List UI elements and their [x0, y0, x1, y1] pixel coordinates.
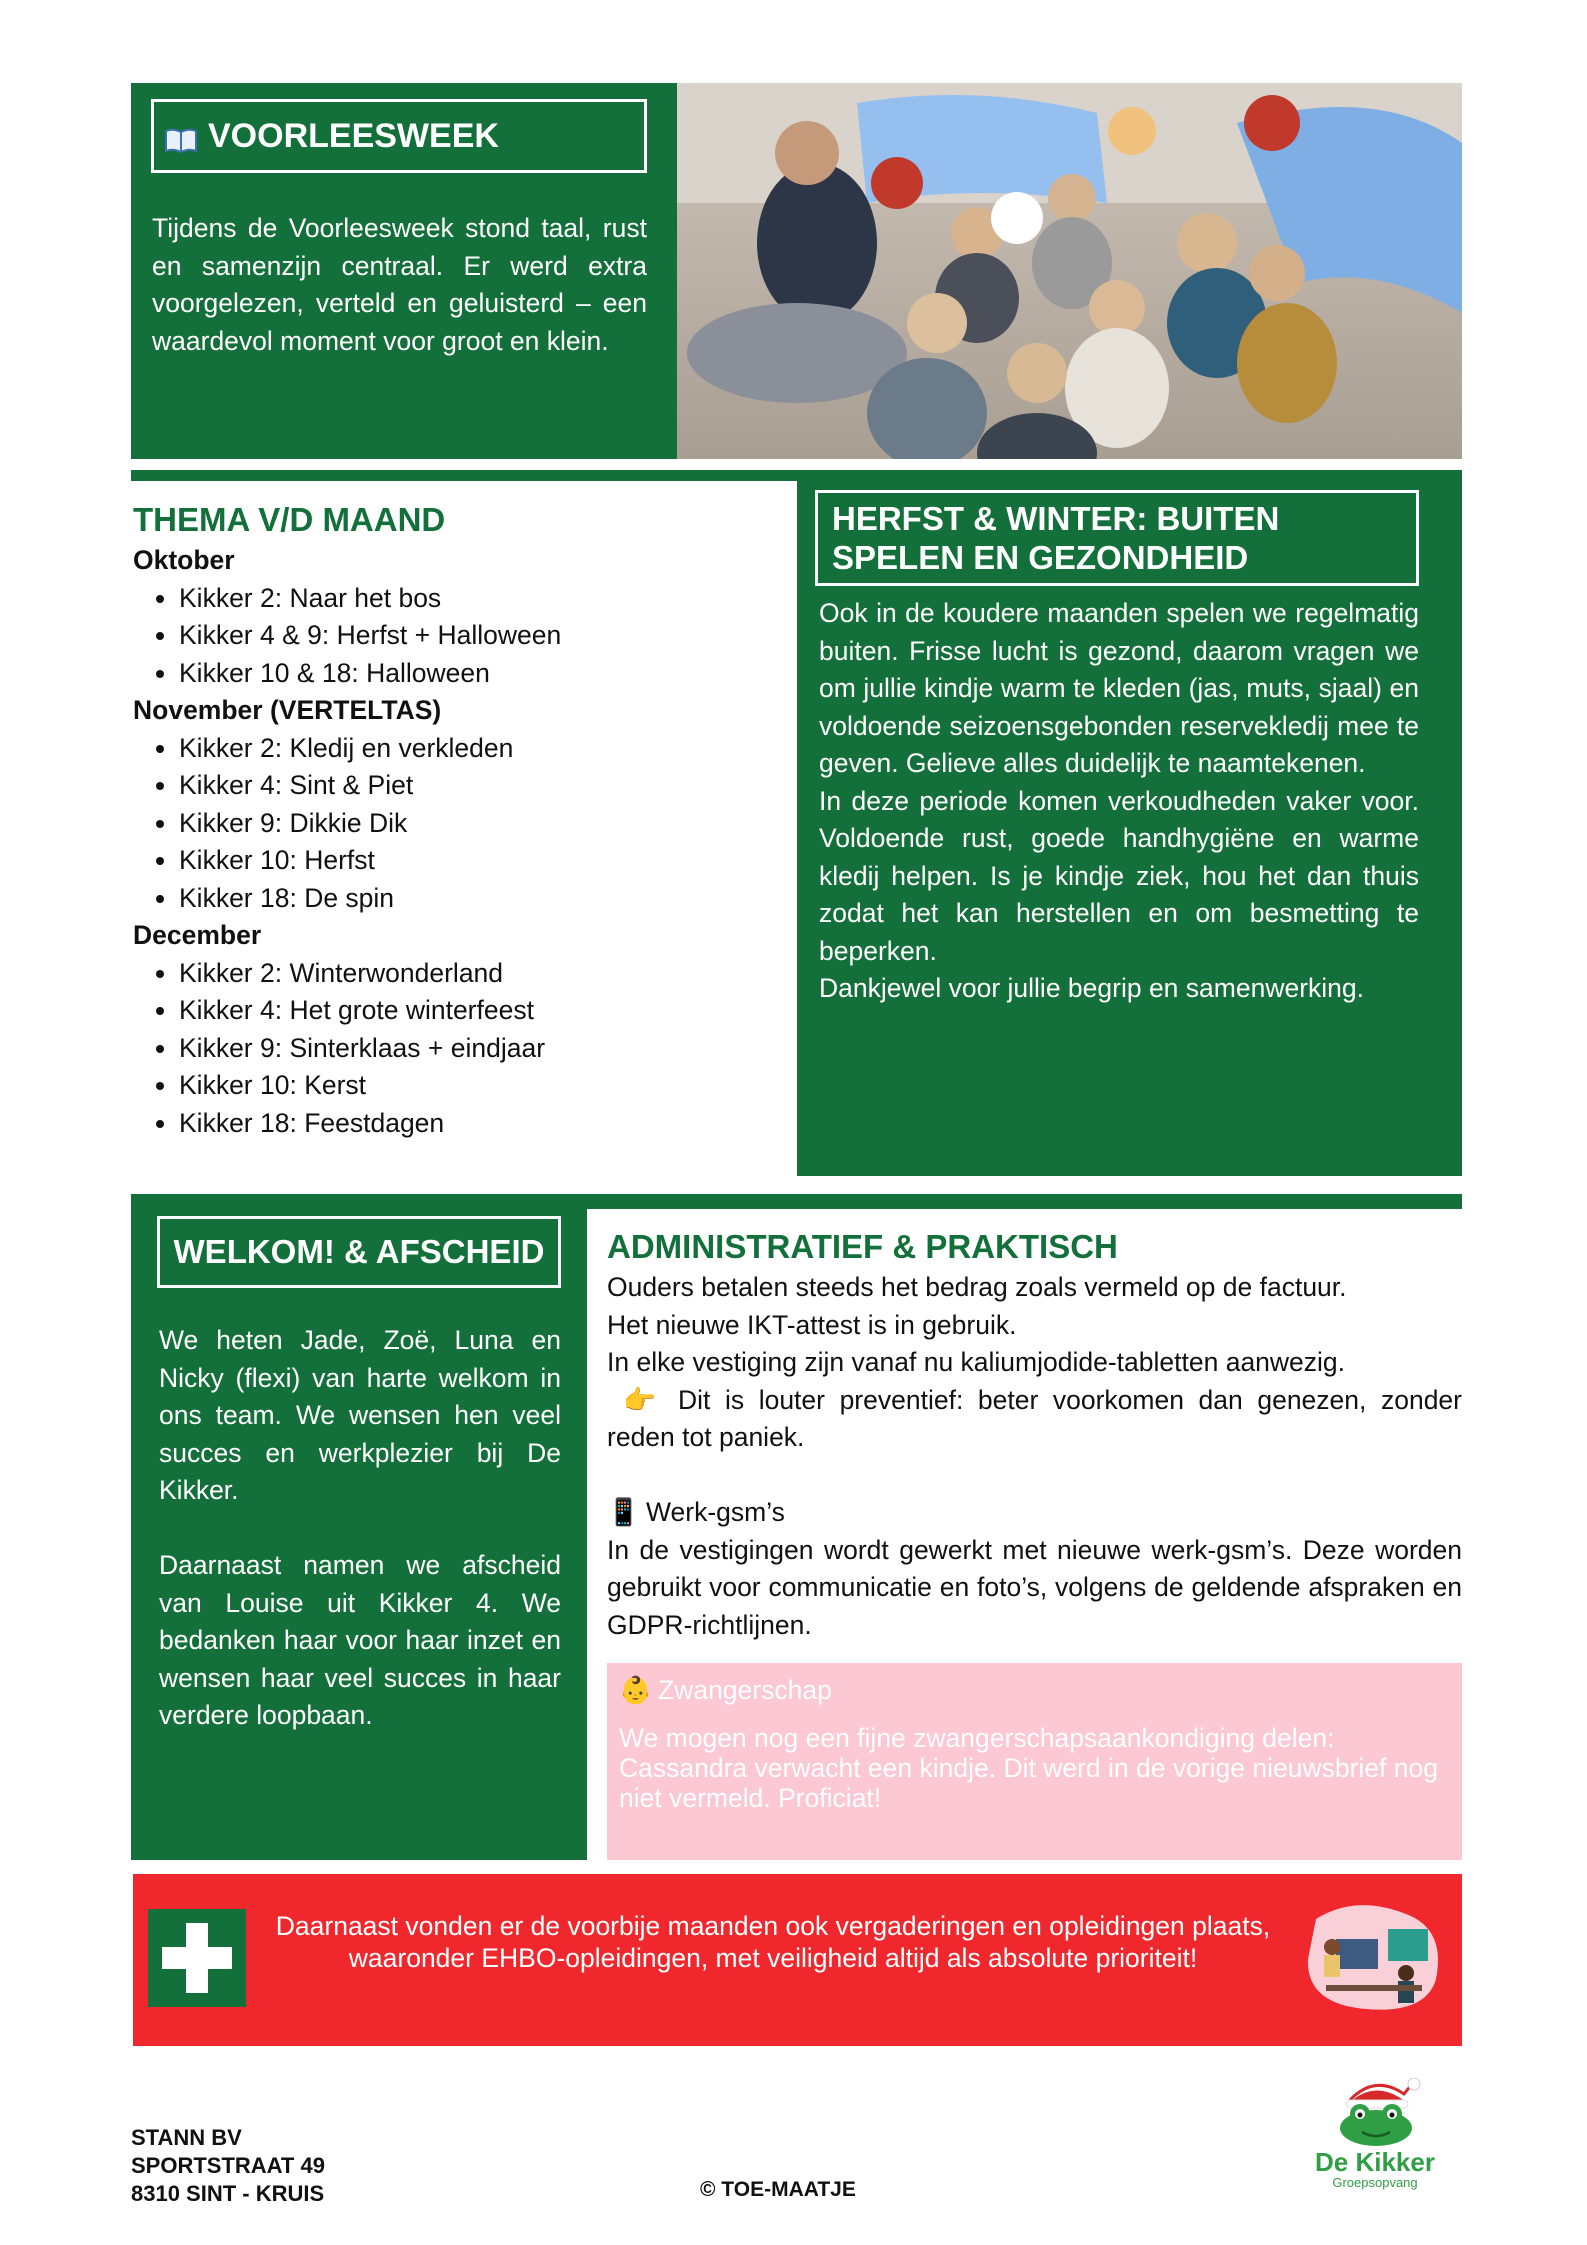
admin-title: ADMINISTRATIEF & PRAKTISCH [607, 1228, 1118, 1265]
herfst-title-box [815, 490, 1419, 586]
admin-line-2: Het nieuwe IKT-attest is in gebruik. [607, 1309, 1017, 1340]
month-december: December [133, 920, 262, 950]
voorleesweek-title-box [151, 99, 647, 173]
ehbo-text: Daarnaast vonden er de voorbije maanden ook vergaderingen en opleidingen plaats, waaronder EHBO-opleidingen, met veiligheid altijd als absolute prioriteit! [275, 1911, 1271, 1973]
herfst-text [819, 595, 1419, 1008]
list-item: • Kikker 10 & 18: Halloween [179, 655, 773, 693]
herfst-title-line1: HERFST & WINTER: BUITEN [832, 500, 1280, 537]
zwangerschap-title-line [619, 1675, 1450, 1705]
list-item: • Kikker 4 & 9: Herfst + Halloween [179, 617, 773, 655]
welkom-section [131, 1194, 587, 1860]
herfst-paragraph-2: In deze periode komen verkoudheden vaker voor. Voldoende rust, goede handhygiëne en warme kledij helpen. Is je kindje ziek, hou het dan thuis zodat het kan herstellen en om besmetting te beperken. [819, 785, 1419, 966]
herfst-section [797, 470, 1462, 1176]
thema-list [133, 542, 773, 1142]
month-november: November (VERTELTAS) [133, 695, 442, 725]
oktober-list [133, 580, 773, 693]
herfst-paragraph-3: Dankjewel voor jullie begrip en samenwerking. [819, 973, 1364, 1003]
phone-icon: 📱 [607, 1497, 640, 1527]
list-item: • Kikker 9: Sinterklaas + eindjaar [179, 1030, 773, 1068]
voorleesweek-photo [677, 83, 1462, 459]
admin-line-3: In elke vestiging zijn vanaf nu kaliumjodide-tabletten aanwezig. [607, 1347, 1346, 1377]
admin-line-4: 👉 Dit is louter preventief: beter voorkomen dan genezen, zonder reden tot paniek. [607, 1382, 1462, 1457]
frog-santa-hat-icon [1320, 2078, 1430, 2148]
first-aid-cross-icon [148, 1909, 246, 2007]
logo-subtitle: Groepsopvang [1332, 2175, 1418, 2190]
november-list [133, 730, 773, 918]
zwangerschap-title: Zwangerschap [658, 1675, 832, 1705]
baby-icon: 👶 [619, 1675, 652, 1705]
voorleesweek-section [131, 83, 677, 459]
gsm-text: In de vestigingen wordt gewerkt met nieuwe werk-gsm’s. Deze worden gebruikt voor communicatie en foto’s, volgens de geldende afspraken en GDPR-richtlijnen. [607, 1534, 1462, 1640]
welkom-title: WELKOM! & AFSCHEID [173, 1233, 545, 1270]
voorleesweek-text: Tijdens de Voorleesweek stond taal, rust en samenzijn centraal. Er werd extra voorgelezen, verteld en geluisterd – een waardevol moment voor groot en klein. [152, 213, 647, 356]
herfst-title-line2: SPELEN EN GEZONDHEID [832, 539, 1249, 576]
list-item: • Kikker 9: Dikkie Dik [179, 805, 773, 843]
footer-copyright: © TOE-MAATJE [700, 2178, 856, 2201]
thema-top-bar [131, 470, 797, 481]
list-item: • Kikker 2: Winterwonderland [179, 955, 773, 993]
list-item: • Kikker 18: De spin [179, 880, 773, 918]
herfst-paragraph-1: Ook in de koudere maanden spelen we regelmatig buiten. Frisse lucht is gezond, daarom vragen we om jullie kindje warm te kleden (jas, muts, sjaal) en voldoende seizoensgebonden reservekledij mee te geven. Gelieve alles duidelijk te naamtekenen. [819, 598, 1419, 778]
logo-name: De Kikker [1315, 2147, 1435, 2177]
list-item: • Kikker 18: Feestdagen [179, 1105, 773, 1143]
admin-text [607, 1269, 1462, 1644]
ehbo-banner [133, 1874, 1462, 2046]
gsm-title-line [607, 1494, 1462, 1532]
meeting-illustration-icon [1296, 1899, 1446, 2017]
gsm-title: Werk-gsm’s [646, 1497, 785, 1527]
open-book-icon [164, 123, 198, 149]
welkom-paragraph-2: Daarnaast namen we afscheid van Louise uit Kikker 4. We bedanken haar voor haar inzet en wensen haar veel succes in haar verdere loopbaan. [159, 1550, 561, 1730]
welkom-paragraph-1: We heten Jade, Zoë, Luna en Nicky (flexi) van harte welkom in ons team. We wensen hen veel succes en werkplezier bij De Kikker. [159, 1325, 561, 1505]
month-oktober: Oktober [133, 545, 235, 575]
welkom-text [159, 1322, 561, 1735]
thema-title: THEMA V/D MAAND [133, 501, 446, 538]
admin-section [607, 1225, 1462, 1644]
de-kikker-logo [1295, 2078, 1455, 2208]
voorleesweek-title: VOORLEESWEEK [208, 117, 499, 155]
list-item: • Kikker 2: Naar het bos [179, 580, 773, 618]
admin-line-1: Ouders betalen steeds het bedrag zoals vermeld op de factuur. [607, 1272, 1347, 1302]
zwangerschap-box [607, 1663, 1462, 1860]
december-list [133, 955, 773, 1143]
list-item: • Kikker 10: Herfst [179, 842, 773, 880]
welkom-title-box [157, 1216, 561, 1288]
pointing-hand-icon: 👉 [623, 1384, 656, 1415]
address-city: 8310 SINT - KRUIS [131, 2181, 325, 2206]
list-item: • Kikker 2: Kledij en verkleden [179, 730, 773, 768]
zwangerschap-text: We mogen nog een fijne zwangerschapsaankondiging delen: Cassandra verwacht een kindje. Dit werd in de vorige nieuwsbrief nog niet vermeld. Proficiat! [619, 1723, 1438, 1813]
address-company: STANN BV [131, 2125, 242, 2150]
list-item: • Kikker 10: Kerst [179, 1067, 773, 1105]
thema-section [133, 498, 773, 1142]
list-item: • Kikker 4: Sint & Piet [179, 767, 773, 805]
address-street: SPORTSTRAAT 49 [131, 2153, 325, 2178]
list-item: • Kikker 4: Het grote winterfeest [179, 992, 773, 1030]
footer-address [131, 2124, 325, 2208]
